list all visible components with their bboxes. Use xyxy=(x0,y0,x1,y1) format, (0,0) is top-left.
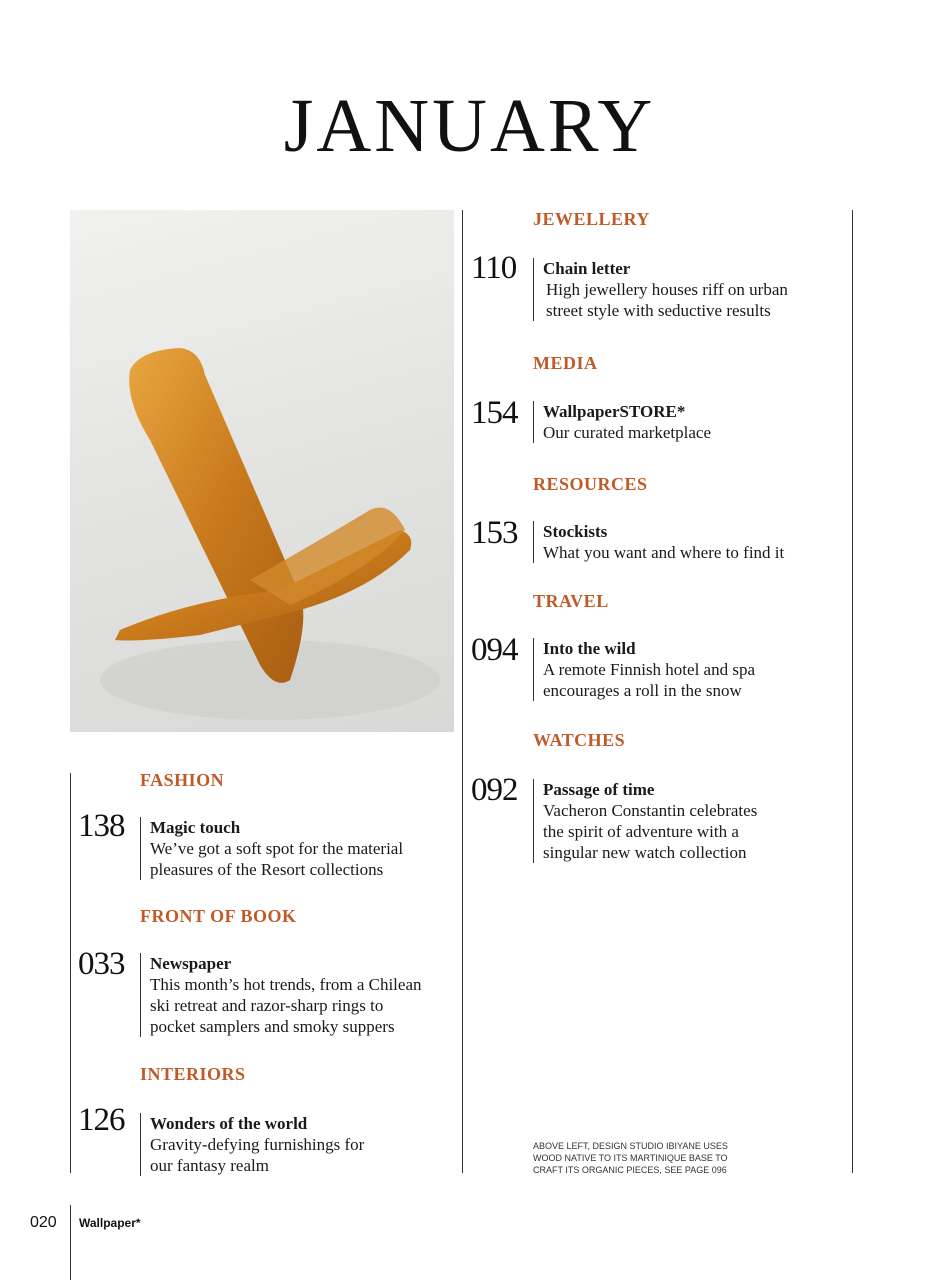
entry-description: ski retreat and razor-sharp rings to xyxy=(150,996,384,1015)
page-number: 094 xyxy=(471,632,518,668)
entry-description: pocket samplers and smoky suppers xyxy=(150,1017,395,1036)
section-media: MEDIA xyxy=(533,353,598,373)
toc-entry[interactable] xyxy=(533,779,757,863)
page-number: 153 xyxy=(471,515,518,551)
caption-line: WOOD NATIVE TO ITS MARTINIQUE BASE TO xyxy=(533,1153,728,1163)
section-front-of-book: FRONT OF BOOK xyxy=(140,906,297,926)
left-rule xyxy=(70,773,71,1173)
entry-description: encourages a roll in the snow xyxy=(543,681,742,700)
page-number: 110 xyxy=(471,250,517,286)
brand-wordmark: Wallpaper* xyxy=(79,1216,141,1230)
section-interiors: INTERIORS xyxy=(140,1064,246,1084)
caption-line: CRAFT ITS ORGANIC PIECES, SEE PAGE 096 xyxy=(533,1165,727,1175)
section-travel: TRAVEL xyxy=(533,591,609,611)
entry-description: We’ve got a soft spot for the material xyxy=(150,839,404,858)
entry-headline: Wonders of the world xyxy=(150,1114,308,1133)
entry-description: High jewellery houses riff on urban xyxy=(546,280,788,299)
entry-headline: Stockists xyxy=(543,522,608,541)
right-rule xyxy=(852,210,853,1173)
page-number: 033 xyxy=(78,946,125,982)
toc-entry[interactable] xyxy=(140,953,422,1037)
entry-headline: Passage of time xyxy=(543,780,655,799)
entry-headline: Magic touch xyxy=(150,818,241,837)
entry-headline: WallpaperSTORE* xyxy=(543,402,686,421)
page-number: 126 xyxy=(78,1102,125,1138)
page-title: JANUARY xyxy=(283,84,656,168)
entry-description: pleasures of the Resort collections xyxy=(150,860,384,879)
entry-headline: Chain letter xyxy=(543,259,631,278)
toc-entry[interactable] xyxy=(533,638,755,701)
photo-caption xyxy=(533,1140,753,1176)
entry-description: our fantasy realm xyxy=(150,1156,269,1175)
toc-entry[interactable] xyxy=(533,521,784,563)
toc-entry[interactable] xyxy=(533,401,711,443)
section-jewellery: JEWELLERY xyxy=(533,209,650,229)
entry-description: Gravity-defying furnishings for xyxy=(150,1135,365,1154)
toc-entry[interactable] xyxy=(140,817,403,880)
page-number: 154 xyxy=(471,395,518,431)
section-fashion: FASHION xyxy=(140,770,225,790)
footer-rule xyxy=(70,1205,71,1280)
column-divider xyxy=(462,210,463,1173)
toc-entry[interactable] xyxy=(533,258,788,321)
section-resources: RESOURCES xyxy=(533,474,648,494)
entry-description: This month’s hot trends, from a Chilean xyxy=(150,975,422,994)
entry-description: singular new watch collection xyxy=(543,843,747,862)
page-number: 092 xyxy=(471,772,518,808)
caption-line: ABOVE LEFT, DESIGN STUDIO IBIYANE USES xyxy=(533,1141,728,1151)
entry-description: Our curated marketplace xyxy=(543,423,712,442)
entry-description: the spirit of adventure with a xyxy=(543,822,739,841)
entry-description: Vacheron Constantin celebrates xyxy=(543,801,758,820)
entry-description: A remote Finnish hotel and spa xyxy=(543,660,756,679)
chair-photo xyxy=(70,210,454,732)
section-watches: WATCHES xyxy=(533,730,626,750)
entry-headline: Newspaper xyxy=(150,954,232,973)
entry-description: street style with seductive results xyxy=(546,301,771,320)
wooden-chair-illustration xyxy=(70,210,454,732)
page-number: 138 xyxy=(78,808,125,844)
folio-page-number: 020 xyxy=(30,1214,57,1231)
entry-headline: Into the wild xyxy=(543,639,636,658)
entry-description: What you want and where to find it xyxy=(543,543,785,562)
toc-entry[interactable] xyxy=(140,1113,364,1176)
